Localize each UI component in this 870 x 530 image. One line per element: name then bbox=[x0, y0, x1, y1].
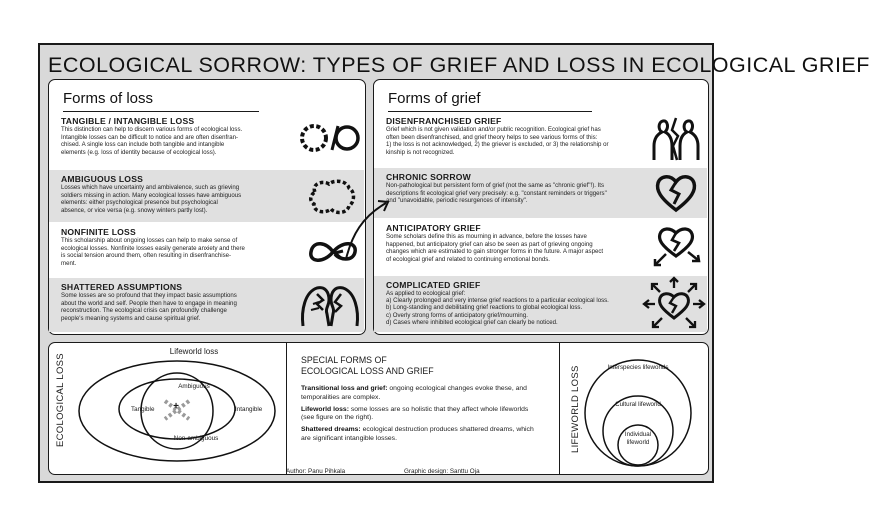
shattered-heads-icon bbox=[299, 280, 361, 330]
forms-of-grief-panel bbox=[373, 79, 709, 335]
poster-frame bbox=[38, 43, 870, 483]
author-credit: Author: Panu Pihkala bbox=[286, 468, 346, 475]
tangible-label: Tangible bbox=[131, 406, 155, 413]
design-credit: Graphic design: Santtu Oja bbox=[404, 468, 480, 475]
loss-item-nonfinite bbox=[49, 224, 364, 276]
heading-rule bbox=[388, 111, 592, 112]
ecological-loss-label: ECOLOGICAL LOSS bbox=[55, 353, 66, 447]
loss-item-title: NONFINITE LOSS bbox=[61, 227, 136, 237]
heading-rule bbox=[63, 111, 259, 112]
special-forms-panel bbox=[48, 342, 709, 475]
forms-of-loss-heading: Forms of loss bbox=[63, 90, 154, 107]
forms-of-grief-heading: Forms of grief bbox=[388, 90, 481, 107]
loss-item-ambiguous bbox=[49, 170, 364, 222]
grief-item-title: COMPLICATED GRIEF bbox=[386, 280, 481, 290]
center-plus: + bbox=[173, 401, 179, 412]
grief-item-disenfranchised bbox=[374, 116, 707, 166]
lifeworld-loss-side-label: LIFEWORLD LOSS bbox=[570, 365, 581, 453]
left-divider bbox=[286, 343, 287, 474]
grief-item-chronic-sorrow bbox=[374, 168, 707, 218]
ambiguous-label: Ambiguous bbox=[178, 383, 210, 390]
poster bbox=[38, 43, 870, 483]
grief-item-title: CHRONIC SORROW bbox=[386, 172, 471, 182]
non-ambiguous-label: Non-ambiguous bbox=[173, 435, 219, 442]
forms-of-loss-panel bbox=[48, 79, 366, 335]
grief-item-title: DISENFRANCHISED GRIEF bbox=[386, 116, 502, 126]
heart-with-many-arrows-icon bbox=[642, 276, 706, 332]
grief-item-text: As applied to ecological grief: a) Clearly prolonged and very intense grief reactions to a particular ecological loss. b) Long-standing and debilitating grief reactions to global ecological loss. c) Overly strong forms of anticipatory grief/mourning. d) Cases where inhibited ecological grief can clearly be noticed. bbox=[386, 290, 609, 326]
interspecies-label: Interspecies lifeworlds bbox=[607, 364, 669, 371]
loss-item-text: Losses which have uncertainty and ambivalence, such as grieving soldiers missing in action. Many ecological losses have ambiguous elements: either psychological presence but psychological absence, or vice versa (e.g. snowy winters partly lost). bbox=[61, 184, 242, 214]
loss-item-title: AMBIGUOUS LOSS bbox=[61, 174, 144, 184]
grief-item-anticipatory bbox=[374, 220, 707, 274]
grief-item-title: ANTICIPATORY GRIEF bbox=[386, 223, 481, 233]
loss-item-text: This scholarship about ongoing losses can help to make sense of ecological losses. Nonfinite losses easily generate anxiety and there is social tension around them, often resulting in disenfranchise- ment. bbox=[61, 237, 245, 267]
heart-with-arrows-icon bbox=[646, 220, 706, 274]
connector-arrow bbox=[340, 195, 400, 265]
right-divider bbox=[559, 343, 560, 474]
broken-heart-icon bbox=[654, 172, 698, 214]
intangible-label: Intangible bbox=[235, 406, 263, 413]
poster-title: ECOLOGICAL SORROW: TYPES OF GRIEF AND LOSS IN ECOLOGICAL GRIEF bbox=[48, 53, 870, 77]
loss-item-title: SHATTERED ASSUMPTIONS bbox=[61, 282, 183, 292]
special-forms-title: SPECIAL FORMS OF ECOLOGICAL LOSS AND GRIEF bbox=[301, 355, 434, 376]
loss-item-title: TANGIBLE / INTANGIBLE LOSS bbox=[61, 116, 195, 126]
lifeworld-loss-label: Lifeworld loss bbox=[159, 347, 229, 356]
loss-item-text: This distinction can help to discern various forms of ecological loss. Intangible losses can be difficult to notice and are often disenfran- chised. A single loss can include both tangible and intangible elements (e.g. loss of identity because of ecological loss). bbox=[61, 126, 243, 156]
loss-item-tangible bbox=[49, 116, 364, 168]
grief-item-complicated bbox=[374, 276, 707, 332]
loss-item-text: Some losses are so profound that they impact basic assumptions about the world and self. People then have to engage in meaning reconstruction. The ecological crisis can profoundly challenge people's meaning systems and cause spiritual grief. bbox=[61, 292, 237, 322]
special-forms-text: Transitional loss and grief: ongoing ecological changes evoke these, and temporalities are complex. Lifeworld loss: some losses are so holistic that they affect whole lifeworlds (see figure on the right). Shattered dreams: ecological destruction produces shattered dreams, which are significant intangible losses. bbox=[301, 385, 534, 442]
cultural-label: Cultural lifeworld bbox=[615, 401, 661, 408]
loss-item-shattered-assumptions bbox=[49, 278, 364, 332]
grief-item-text: Grief which is not given validation and/or public recognition. Ecological grief has often been disenfranchised, and grief theory helps to see various forms of this: 1) the loss is not acknowledged, 2) the griever is excluded, or 3) the relationship or kinship is not recognized. bbox=[386, 126, 609, 156]
individual-label: Individual lifeworld bbox=[624, 431, 652, 446]
broken-figures-icon bbox=[648, 116, 704, 162]
grief-item-text: Non-pathological but persistent form of grief (not the same as "chronic grief"!). Its descriptions fit ecological grief very precisely: e.g. "constant reminders or triggers" and "unavoidable, periodic resurgences of intensity". bbox=[386, 182, 607, 205]
solid-and-dashed-circle-icon bbox=[301, 120, 359, 156]
grief-item-text: Some scholars define this as mourning in advance, before the losses have happened, but anticipatory grief can also be seen as part of grieving ongoing changes which are estimated to gain stronger forms in the future. A major aspect of ecological grief and related to continuing emotional bonds. bbox=[386, 233, 604, 263]
